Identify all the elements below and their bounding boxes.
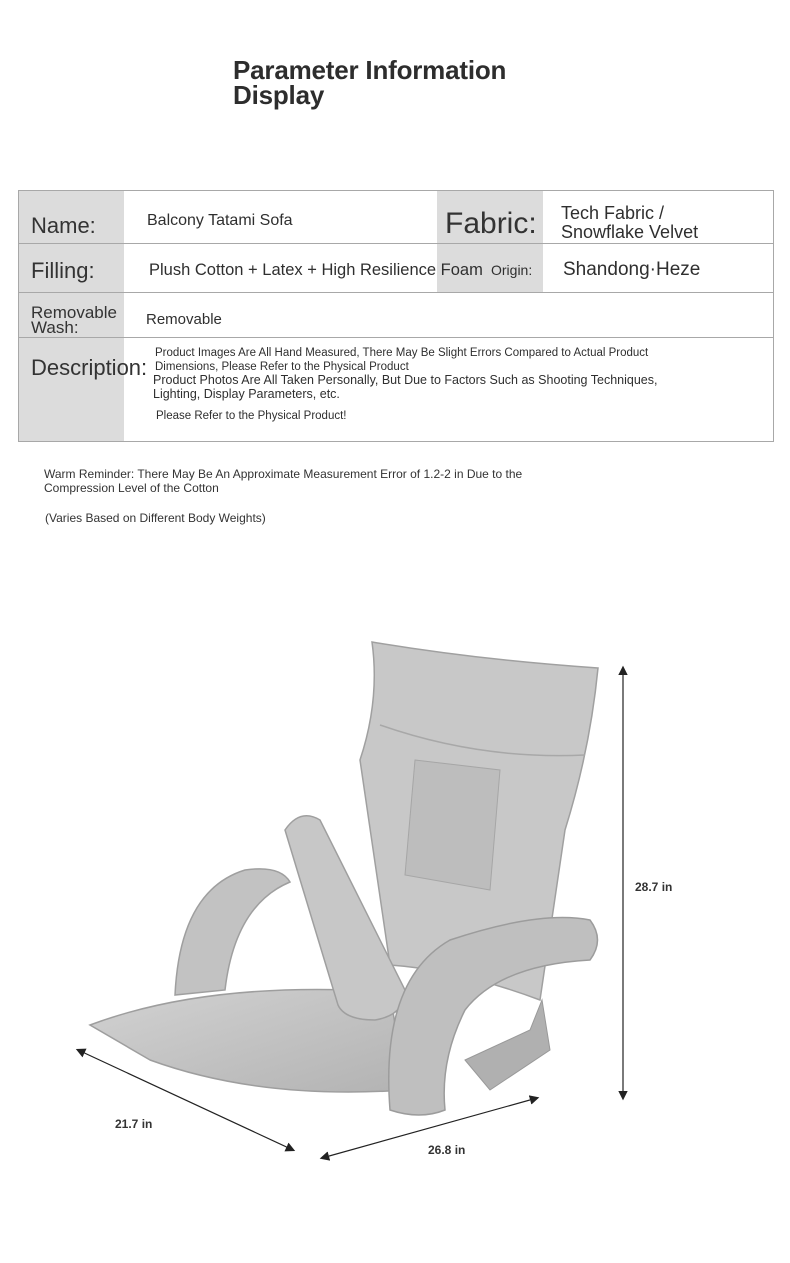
fabric-value-line-2: Snowflake Velvet xyxy=(561,222,699,242)
wash-value: Removable xyxy=(146,311,222,328)
row-divider xyxy=(19,292,773,293)
warm-reminder xyxy=(44,467,522,495)
sofa-illustration xyxy=(90,642,598,1115)
description-line-3: Product Photos Are All Taken Personally, But Due to Factors Such as Shooting Techniques, xyxy=(153,373,658,387)
spec-table xyxy=(18,190,774,442)
description-line-4: Lighting, Display Parameters, etc. xyxy=(153,386,340,401)
description-line-5: Please Refer to the Physical Product! xyxy=(156,410,347,422)
sofa-dimension-diagram xyxy=(60,620,760,1200)
name-label: Name: xyxy=(31,213,96,238)
left-armrest xyxy=(175,869,290,995)
wash-label xyxy=(31,305,117,335)
reminder-line-1: Warm Reminder: There May Be An Approximate Measurement Error of 1.2-2 in Due to the xyxy=(44,467,523,481)
depth-label: 21.7 in xyxy=(115,1117,153,1131)
row-divider xyxy=(19,337,773,338)
wash-label-line-1: Removable xyxy=(31,303,117,322)
reminder-line-2: Compression Level of the Cotton xyxy=(44,481,219,495)
description-line-2: Dimensions, Please Refer to the Physical Product xyxy=(155,360,409,373)
side-rail xyxy=(465,1000,550,1090)
width-label: 26.8 in xyxy=(428,1143,466,1157)
description-line-1: Product Images Are All Hand Measured, There May Be Slight Errors Compared to Actual Product xyxy=(155,347,649,359)
lumbar-panel xyxy=(405,760,500,890)
origin-value: Shandong·Heze xyxy=(563,259,701,280)
name-value: Balcony Tatami Sofa xyxy=(147,212,293,229)
description-label: Description: xyxy=(31,355,148,380)
weight-note: (Varies Based on Different Body Weights) xyxy=(45,511,266,525)
title-line-2: Display xyxy=(233,80,325,110)
origin-label: Origin: xyxy=(491,262,533,278)
fabric-value xyxy=(561,204,698,242)
filling-value: Plush Cotton + Latex + High Resilience Foam xyxy=(149,261,483,279)
filling-label: Filling: xyxy=(31,258,95,283)
title-line-1: Parameter Information xyxy=(233,55,507,85)
wash-label-line-2: Wash: xyxy=(31,318,79,337)
row-divider xyxy=(19,243,773,244)
description-value xyxy=(153,347,657,424)
fabric-label: Fabric: xyxy=(445,207,537,240)
fabric-value-line-1: Tech Fabric / xyxy=(561,203,665,223)
height-label: 28.7 in xyxy=(635,880,673,894)
page-title xyxy=(233,55,507,110)
